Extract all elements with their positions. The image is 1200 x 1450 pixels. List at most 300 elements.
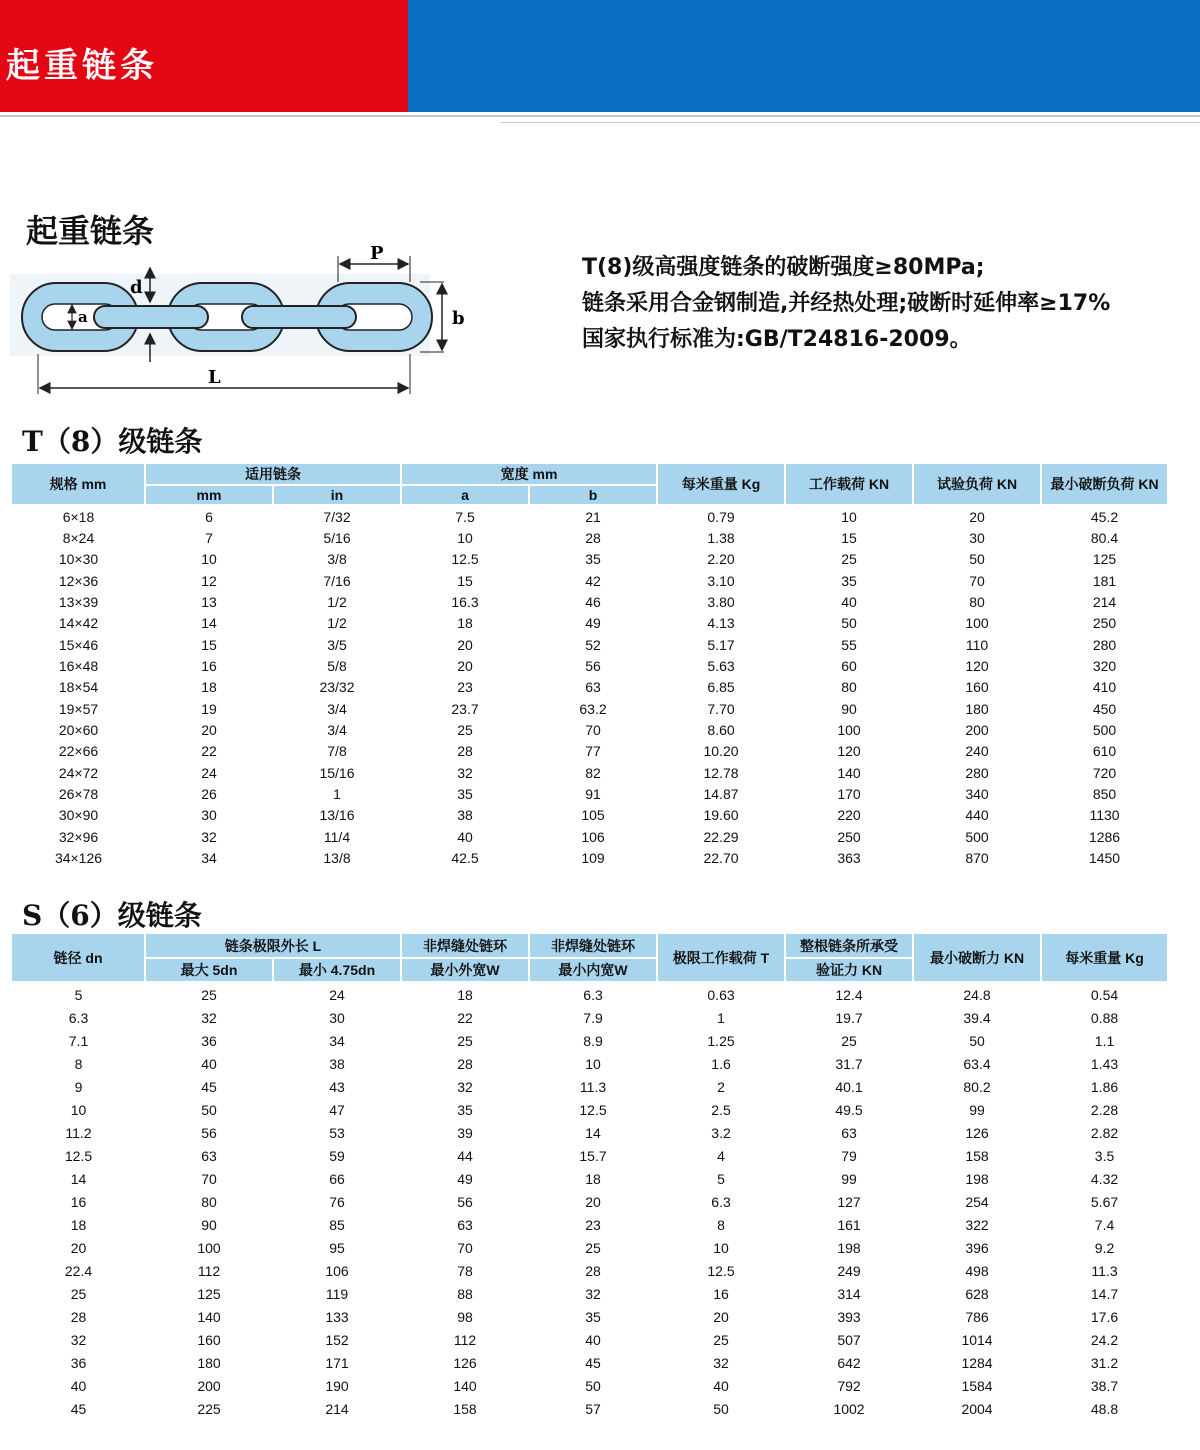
table-cell: 26: [201, 786, 217, 803]
table-cell: 63.2: [579, 700, 607, 717]
table-cell: 48.8: [1090, 1400, 1119, 1417]
table-cell: 38: [329, 1055, 345, 1072]
table-cell: 50: [201, 1101, 217, 1118]
s6-header-limit-work: 极限工作载荷 T: [657, 934, 785, 982]
table-cell: 50: [841, 615, 857, 632]
table-cell: 32: [201, 828, 217, 845]
table-cell: 24: [201, 764, 217, 781]
table-cell: 11.3: [579, 1078, 607, 1095]
table-cell: 14: [201, 615, 217, 632]
table-cell: 11.2: [65, 1124, 92, 1141]
table-cell: 60: [841, 658, 857, 675]
table-cell: 0.63: [707, 986, 735, 1003]
table-cell: 18: [457, 986, 473, 1003]
s6-header-dn: 链径 dn: [12, 934, 145, 982]
table-cell: 254: [965, 1193, 989, 1210]
t8-header-mm: mm: [145, 485, 273, 505]
table-cell: 393: [837, 1308, 861, 1325]
table-row: [12, 591, 1168, 612]
table-cell: 500: [1092, 722, 1117, 739]
s6-header-limit-length: 链条极限外长 L: [145, 934, 401, 958]
table-cell: 15×46: [58, 636, 99, 653]
table-cell: 610: [1092, 743, 1117, 760]
table-cell: 90: [201, 1216, 217, 1233]
table-row: [12, 613, 1168, 634]
table-cell: 8.60: [707, 722, 735, 739]
table-cell: 20: [969, 508, 985, 525]
table-cell: 280: [1092, 636, 1117, 653]
table-cell: 7.4: [1094, 1216, 1115, 1233]
table-cell: 1130: [1089, 807, 1120, 824]
table-cell: 24.2: [1090, 1331, 1119, 1348]
table-cell: 250: [837, 828, 861, 845]
table-cell: 498: [965, 1262, 989, 1279]
table-cell: 5/16: [323, 530, 351, 547]
table-cell: 1.25: [707, 1032, 735, 1049]
table-cell: 2.5: [711, 1101, 731, 1118]
table-cell: 26×78: [58, 786, 99, 803]
table-row: [12, 549, 1168, 570]
table-cell: 79: [841, 1147, 857, 1164]
table-cell: 126: [453, 1354, 477, 1371]
t8-header-weight: 每米重量 Kg: [657, 464, 785, 505]
s6-header-proof-1: 整根链条所承受: [785, 934, 913, 958]
table-cell: 106: [581, 828, 605, 845]
table-row: [12, 1029, 1168, 1052]
table-cell: 4.13: [707, 615, 735, 632]
table-cell: 20: [585, 1193, 601, 1210]
table-cell: 106: [325, 1262, 349, 1279]
table-cell: 25: [70, 1285, 87, 1302]
table-cell: 180: [197, 1354, 221, 1371]
table-cell: 30×90: [58, 807, 99, 824]
table-row: [12, 505, 1168, 527]
table-row: [12, 826, 1168, 847]
table-row: [12, 1144, 1168, 1167]
table-cell: 20: [457, 658, 473, 675]
table-cell: 32: [457, 764, 473, 781]
table-cell: 850: [1092, 786, 1117, 803]
table-cell: 181: [1092, 572, 1117, 589]
table-cell: 110: [965, 636, 989, 653]
table-row: [12, 1121, 1168, 1144]
s6-header-weight: 每米重量 Kg: [1041, 934, 1168, 982]
table-cell: 171: [325, 1354, 349, 1371]
table-cell: 39: [457, 1124, 473, 1141]
table-cell: 14: [70, 1170, 87, 1187]
table-cell: 190: [325, 1377, 349, 1394]
table-cell: 44: [457, 1147, 473, 1164]
table-cell: 1286: [1088, 828, 1121, 845]
table-cell: 12.4: [835, 986, 863, 1003]
table-row: [12, 1167, 1168, 1190]
table-cell: 16.3: [451, 594, 479, 611]
table-cell: 20: [201, 722, 217, 739]
table-cell: 12×36: [58, 572, 99, 589]
table-cell: 18: [585, 1170, 601, 1187]
table-cell: 112: [197, 1262, 221, 1279]
table-row: [12, 677, 1168, 698]
table-cell: 35: [457, 1101, 473, 1118]
table-cell: 14×42: [58, 615, 99, 632]
table-cell: 340: [965, 786, 989, 803]
table-cell: 140: [837, 764, 861, 781]
table-cell: 200: [965, 722, 989, 739]
table-cell: 9: [74, 1078, 83, 1095]
table-cell: 1014: [961, 1331, 993, 1348]
table-cell: 1584: [961, 1377, 993, 1394]
table-cell: 7.70: [707, 700, 735, 717]
table-cell: 2: [717, 1078, 725, 1095]
table-cell: 78: [457, 1262, 473, 1279]
table-cell: 320: [1092, 658, 1117, 675]
table-cell: 55: [841, 636, 857, 653]
table-cell: 14.87: [703, 786, 739, 803]
table-cell: 38: [457, 807, 473, 824]
table-cell: 24×72: [58, 764, 99, 781]
table-cell: 32: [585, 1285, 601, 1302]
table-cell: 22×66: [58, 743, 99, 760]
table-cell: 16×48: [58, 658, 99, 675]
table-cell: 32: [457, 1078, 473, 1095]
table-cell: 214: [325, 1400, 349, 1417]
table-cell: 200: [197, 1377, 221, 1394]
table-cell: 1.38: [707, 530, 735, 547]
table-cell: 10: [841, 508, 857, 525]
table-cell: 35: [585, 1308, 601, 1325]
table-cell: 19.60: [703, 807, 739, 824]
table-cell: 80.2: [963, 1078, 991, 1095]
table-cell: 32: [70, 1331, 87, 1348]
table-cell: 16: [201, 658, 217, 675]
table-cell: 2.20: [707, 551, 735, 568]
table-cell: 50: [969, 551, 985, 568]
table-cell: 1.86: [1090, 1078, 1119, 1095]
s6-table: [12, 934, 1169, 1420]
table-cell: 5.63: [707, 658, 735, 675]
table-cell: 7.5: [455, 508, 475, 525]
t8-header-spec: 规格 mm: [12, 464, 145, 505]
table-cell: 52: [585, 636, 601, 653]
table-cell: 56: [201, 1124, 217, 1141]
t8-header-a: a: [401, 485, 529, 505]
table-cell: 56: [585, 658, 601, 675]
table-cell: 12.78: [703, 764, 739, 781]
table-cell: 63: [585, 679, 601, 696]
table-cell: 23: [457, 679, 473, 696]
table-cell: 720: [1092, 764, 1117, 781]
table-cell: 3.80: [707, 594, 735, 611]
table-cell: 35: [457, 786, 473, 803]
table-row: [12, 1006, 1168, 1029]
table-cell: 13×39: [58, 594, 99, 611]
t8-header-b: b: [529, 485, 657, 505]
table-cell: 59: [329, 1147, 345, 1164]
table-cell: 6.3: [583, 986, 603, 1003]
table-cell: 13: [201, 594, 217, 611]
banner-title: 起重链条: [6, 46, 158, 86]
table-cell: 2.28: [1090, 1101, 1119, 1118]
table-cell: 23.7: [451, 700, 479, 717]
table-cell: 7.1: [68, 1032, 89, 1049]
table-row: [12, 527, 1168, 548]
table-cell: 25: [585, 1239, 601, 1256]
table-cell: 8: [717, 1216, 725, 1233]
table-cell: 50: [969, 1032, 985, 1049]
table-cell: 3/4: [327, 700, 347, 717]
table-cell: 280: [965, 764, 989, 781]
table-cell: 20: [713, 1308, 729, 1325]
t8-table-body: [12, 505, 1168, 869]
table-cell: 0.54: [1090, 986, 1119, 1003]
table-cell: 100: [965, 615, 989, 632]
table-cell: 4.32: [1090, 1170, 1119, 1187]
table-cell: 4: [717, 1147, 725, 1164]
chain-link-2: [94, 306, 208, 328]
table-cell: 28: [70, 1308, 87, 1325]
table-cell: 63.4: [963, 1055, 991, 1072]
t8-header-test-load: 试验负荷 KN: [913, 464, 1041, 505]
t8-header-work-load: 工作载荷 KN: [785, 464, 913, 505]
description-line-1: T(8)级高强度链条的破断强度≥80MPa;: [582, 255, 985, 280]
table-cell: 1: [717, 1009, 725, 1026]
table-cell: 628: [965, 1285, 989, 1302]
table-cell: 90: [841, 700, 857, 717]
table-cell: 225: [197, 1400, 221, 1417]
table-cell: 25: [201, 986, 217, 1003]
table-cell: 57: [585, 1400, 601, 1417]
table-cell: 161: [837, 1216, 861, 1233]
table-cell: 25: [841, 1032, 857, 1049]
table-cell: 786: [965, 1308, 989, 1325]
table-cell: 170: [837, 786, 861, 803]
table-row: [12, 1305, 1168, 1328]
table-cell: 11.3: [1091, 1262, 1118, 1279]
s6-header-outer-width-2: 最小外宽W: [401, 958, 529, 982]
table-cell: 16: [713, 1285, 729, 1302]
table-row: [12, 1397, 1168, 1420]
table-cell: 32: [713, 1354, 729, 1371]
table-row: [12, 698, 1168, 719]
divider-line: [0, 115, 1200, 117]
table-cell: 7: [205, 530, 213, 547]
table-cell: 220: [837, 807, 861, 824]
table-row: [12, 1236, 1168, 1259]
table-cell: 88: [457, 1285, 473, 1302]
table-row: [12, 634, 1168, 655]
table-cell: 76: [329, 1193, 345, 1210]
table-cell: 250: [1092, 615, 1117, 632]
top-banner: [0, 0, 1200, 112]
table-row: [12, 805, 1168, 826]
table-cell: 22.70: [703, 850, 739, 867]
table-cell: 50: [585, 1377, 601, 1394]
table-cell: 77: [585, 743, 601, 760]
table-cell: 120: [965, 658, 989, 675]
table-cell: 43: [329, 1078, 345, 1095]
chain-link-4: [242, 306, 356, 328]
table-cell: 6.3: [711, 1193, 731, 1210]
table-cell: 240: [965, 743, 989, 760]
table-cell: 5: [717, 1170, 725, 1187]
table-cell: 180: [965, 700, 989, 717]
table-cell: 66: [329, 1170, 345, 1187]
table-cell: 70: [969, 572, 985, 589]
table-cell: 0.79: [707, 508, 735, 525]
table-cell: 10.20: [703, 743, 739, 760]
table-cell: 22: [457, 1009, 473, 1026]
table-cell: 22.29: [703, 828, 739, 845]
t8-title: T（8）级链条: [22, 425, 203, 458]
table-cell: 28: [457, 743, 473, 760]
table-cell: 36: [70, 1354, 87, 1371]
table-cell: 46: [585, 594, 601, 611]
section-title: 起重链条: [26, 212, 155, 250]
table-cell: 45: [585, 1354, 601, 1371]
table-cell: 70: [201, 1170, 217, 1187]
table-cell: 6: [205, 508, 213, 525]
table-cell: 91: [585, 786, 601, 803]
table-cell: 49.5: [835, 1101, 863, 1118]
table-cell: 5/8: [327, 658, 347, 675]
t8-header-applicable: 适用链条: [145, 464, 401, 485]
table-cell: 120: [837, 743, 861, 760]
table-cell: 10×30: [58, 551, 99, 568]
table-cell: 99: [841, 1170, 857, 1187]
table-cell: 2.82: [1090, 1124, 1119, 1141]
table-cell: 8×24: [62, 530, 95, 547]
s6-header-min: 最小 4.75dn: [273, 958, 401, 982]
table-cell: 35: [585, 551, 601, 568]
table-row: [12, 1075, 1168, 1098]
table-cell: 410: [1092, 679, 1117, 696]
table-cell: 45: [70, 1400, 87, 1417]
table-cell: 25: [457, 722, 473, 739]
table-cell: 14: [585, 1124, 601, 1141]
table-row: [12, 982, 1168, 1006]
table-cell: 82: [585, 764, 601, 781]
table-cell: 23/32: [319, 679, 355, 696]
table-cell: 20: [457, 636, 473, 653]
table-cell: 2004: [961, 1400, 993, 1417]
table-cell: 42: [585, 572, 601, 589]
description-line-2: 链条采用合金钢制造,并经热处理;破断时延伸率≥17%: [582, 291, 1111, 316]
table-cell: 40: [713, 1377, 729, 1394]
table-cell: 9.2: [1094, 1239, 1115, 1256]
table-cell: 63: [201, 1147, 217, 1164]
table-cell: 507: [837, 1331, 861, 1348]
table-cell: 28: [457, 1055, 473, 1072]
table-cell: 7/32: [323, 508, 351, 525]
table-cell: 18×54: [58, 679, 99, 696]
table-cell: 198: [965, 1170, 989, 1187]
table-cell: 1.43: [1090, 1055, 1119, 1072]
table-cell: 11/4: [323, 828, 351, 845]
table-cell: 140: [197, 1308, 221, 1325]
table-row: [12, 1328, 1168, 1351]
table-cell: 19.7: [835, 1009, 863, 1026]
table-cell: 10: [70, 1101, 87, 1118]
table-cell: 214: [1092, 594, 1117, 611]
l-label: L: [208, 367, 221, 388]
table-cell: 1.1: [1094, 1032, 1115, 1049]
table-cell: 140: [453, 1377, 477, 1394]
table-cell: 15: [201, 636, 217, 653]
table-cell: 31.7: [835, 1055, 863, 1072]
table-cell: 34: [201, 850, 217, 867]
table-cell: 160: [965, 679, 989, 696]
table-cell: 13/8: [323, 850, 351, 867]
table-cell: 25: [457, 1032, 473, 1049]
table-cell: 10: [457, 530, 473, 547]
table-cell: 3/5: [327, 636, 347, 653]
table-cell: 1002: [833, 1400, 865, 1417]
table-cell: 3/4: [327, 722, 347, 739]
s6-header-proof-2: 验证力 KN: [785, 958, 913, 982]
table-cell: 5: [74, 986, 83, 1003]
table-cell: 12: [201, 572, 217, 589]
table-cell: 3/8: [327, 551, 347, 568]
table-cell: 1284: [961, 1354, 993, 1371]
table-cell: 98: [457, 1308, 473, 1325]
table-cell: 12.5: [579, 1101, 607, 1118]
table-cell: 36: [201, 1032, 217, 1049]
d-label: d: [130, 277, 143, 298]
table-cell: 322: [965, 1216, 989, 1233]
table-cell: 3.5: [1094, 1147, 1115, 1164]
table-cell: 85: [329, 1216, 345, 1233]
table-cell: 12.5: [64, 1147, 93, 1164]
table-row: [12, 1282, 1168, 1305]
table-cell: 133: [325, 1308, 349, 1325]
table-cell: 24: [329, 986, 345, 1003]
table-cell: 10: [201, 551, 217, 568]
table-cell: 105: [581, 807, 605, 824]
table-cell: 18: [70, 1216, 87, 1233]
table-cell: 158: [965, 1147, 989, 1164]
table-cell: 63: [457, 1216, 473, 1233]
table-cell: 12.5: [707, 1262, 735, 1279]
table-cell: 1/2: [327, 615, 347, 632]
table-cell: 23: [585, 1216, 601, 1233]
table-cell: 22.4: [64, 1262, 93, 1279]
table-cell: 22: [201, 743, 217, 760]
table-cell: 35: [841, 572, 857, 589]
table-cell: 500: [965, 828, 989, 845]
table-cell: 314: [837, 1285, 861, 1302]
table-cell: 20: [70, 1239, 87, 1256]
table-cell: 47: [329, 1101, 345, 1118]
table-cell: 70: [457, 1239, 473, 1256]
p-label: P: [370, 243, 384, 264]
table-cell: 19: [201, 700, 217, 717]
table-cell: 450: [1092, 700, 1117, 717]
table-row: [12, 1098, 1168, 1121]
table-cell: 16: [70, 1193, 87, 1210]
s6-title: S（6）级链条: [22, 899, 202, 932]
s6-header-inner-width-1: 非焊缝处链环: [529, 934, 657, 958]
table-cell: 125: [197, 1285, 221, 1302]
table-cell: 15: [841, 530, 857, 547]
table-cell: 13/16: [319, 807, 355, 824]
table-cell: 25: [841, 551, 857, 568]
table-cell: 440: [965, 807, 989, 824]
table-cell: 7.9: [583, 1009, 603, 1026]
table-cell: 10: [713, 1239, 729, 1256]
table-cell: 28: [585, 530, 601, 547]
table-cell: 40: [70, 1377, 87, 1394]
table-cell: 32: [201, 1009, 217, 1026]
